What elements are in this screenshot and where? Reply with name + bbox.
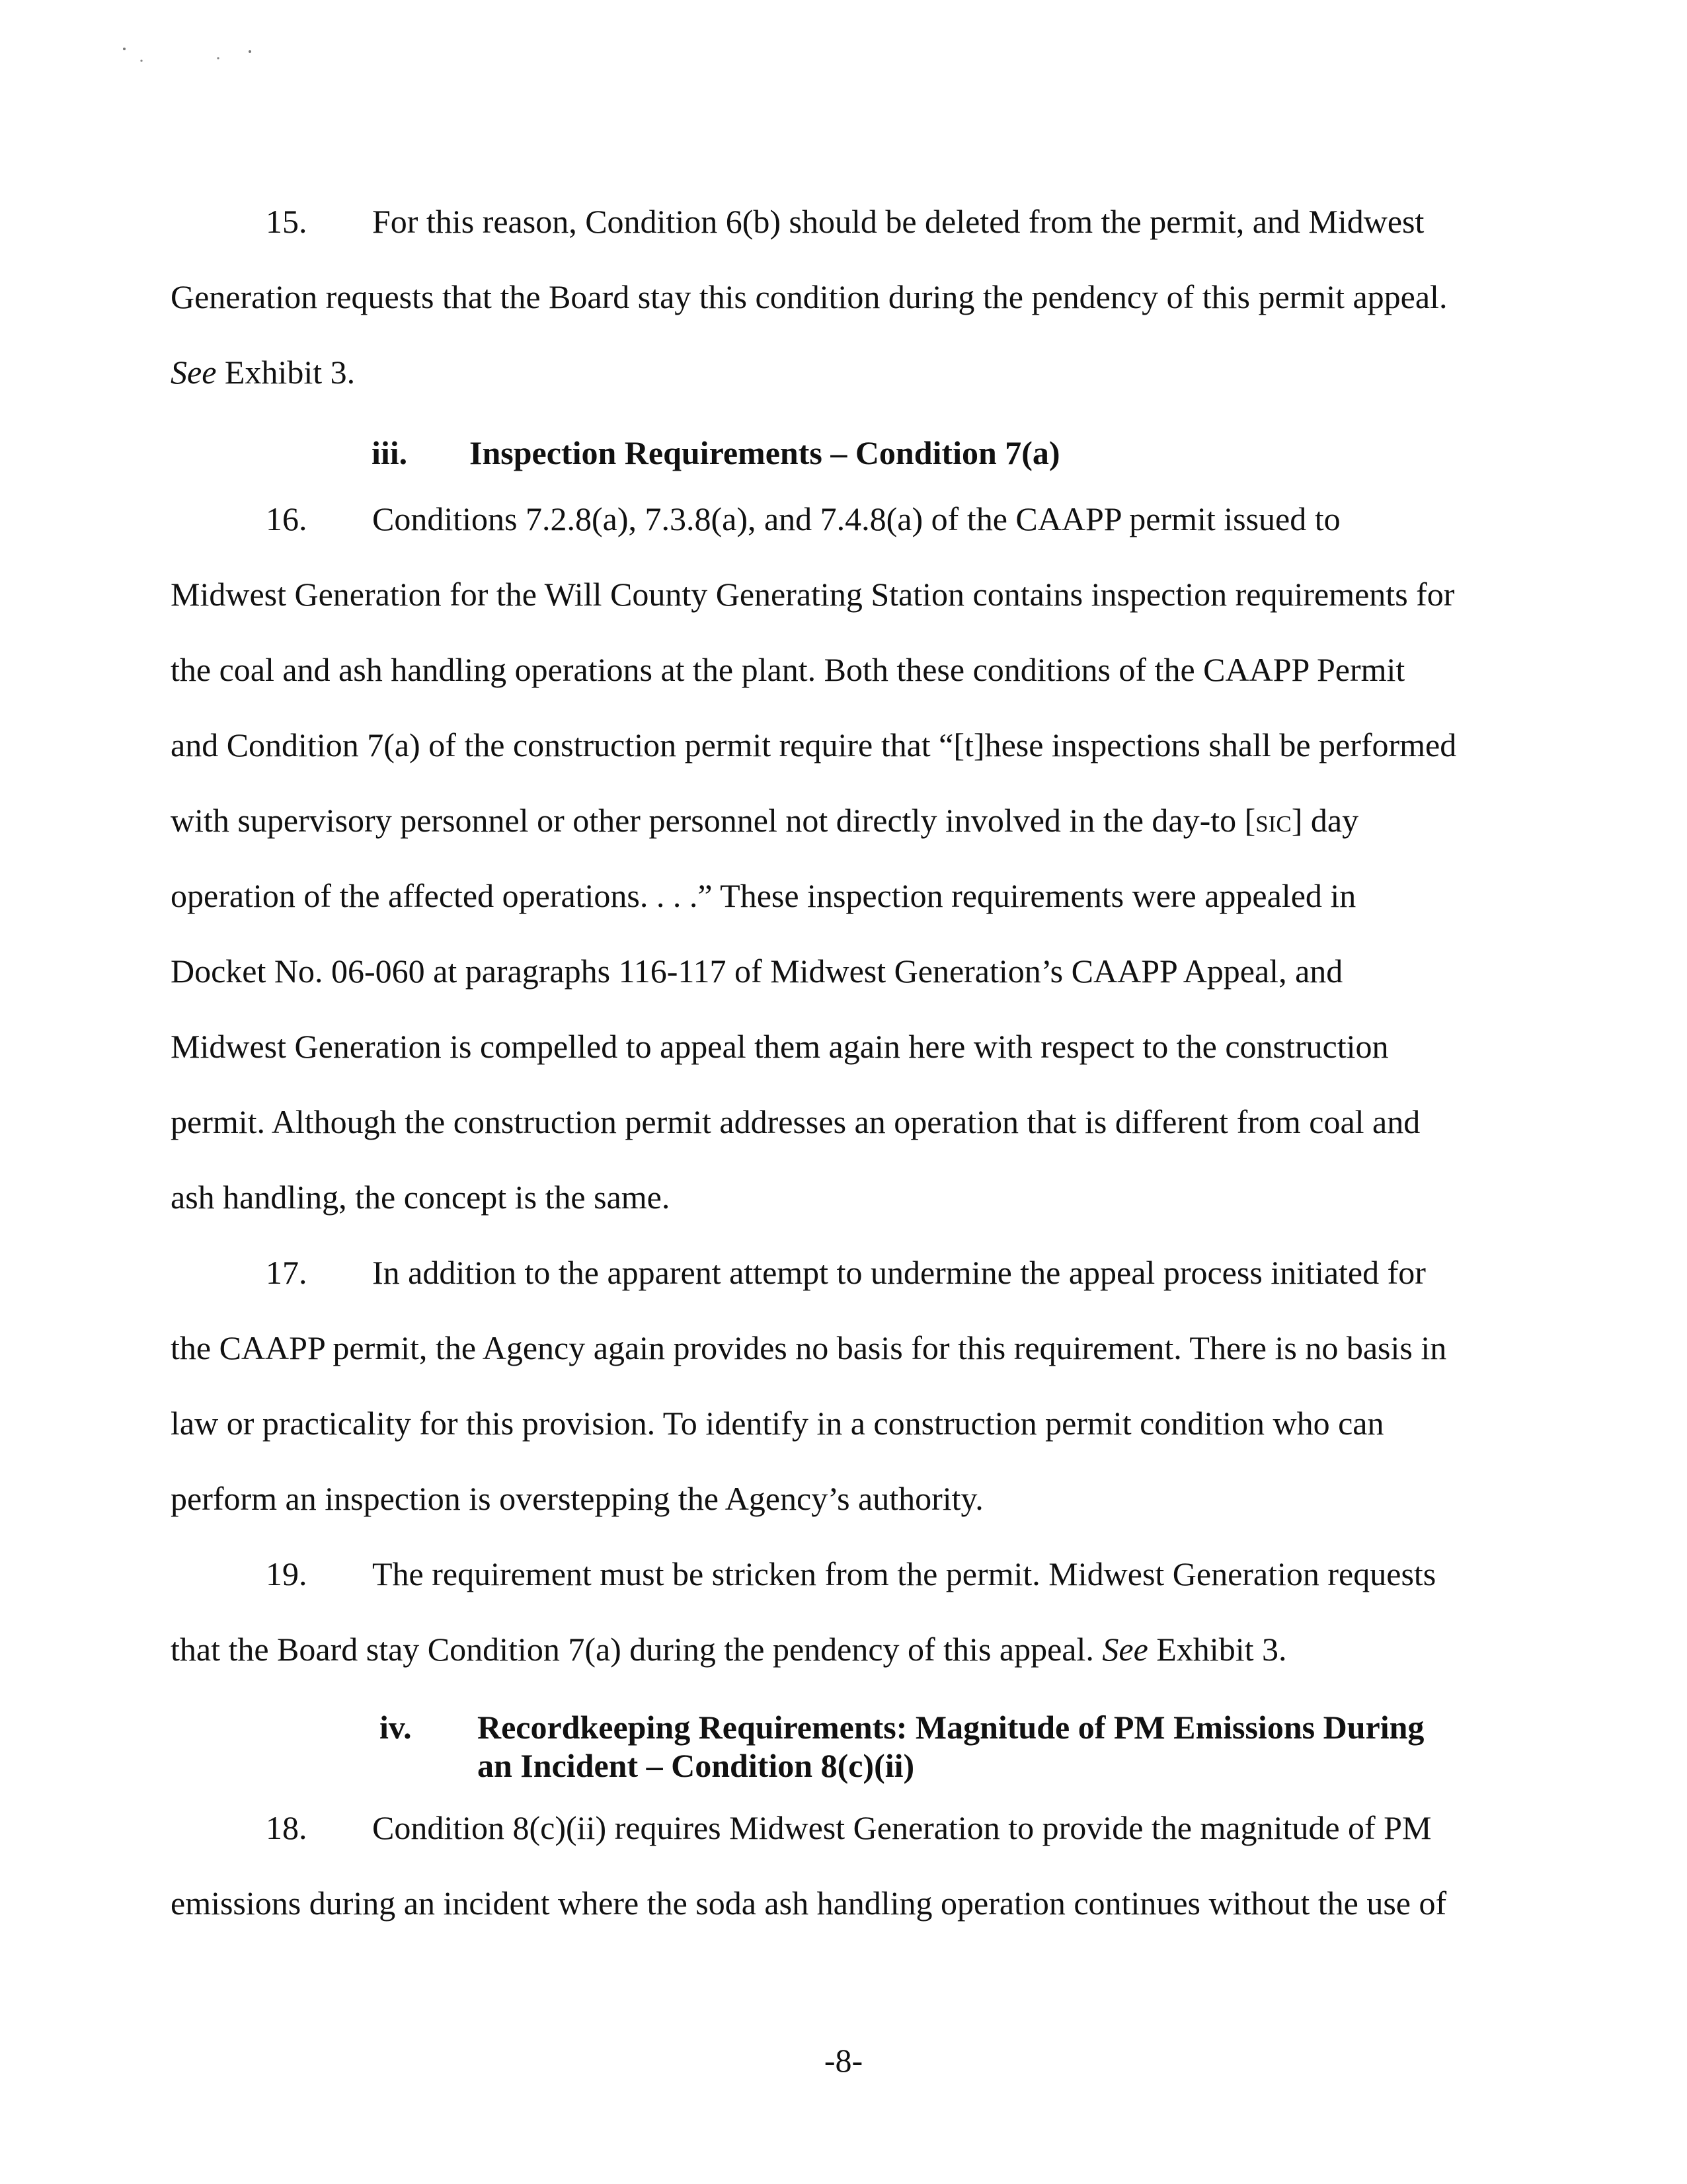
paragraph-15-line-3: See Exhibit 3. <box>171 354 356 391</box>
paragraph-17-line-2: the CAAPP permit, the Agency again provides no basis for this requirement. There is no basis in <box>171 1329 1447 1366</box>
paragraph-17-line-3: law or practicality for this provision. To identify in a construction permit condition who can <box>171 1405 1384 1442</box>
paragraph-19-line-1: 19. The requirement must be stricken from the permit. Midwest Generation requests <box>171 1555 1479 1593</box>
paragraph-15-number: 15. <box>266 203 307 240</box>
paragraph-18-line-1: 18. Condition 8(c)(ii) requires Midwest Generation to provide the magnitude of PM <box>171 1809 1479 1847</box>
paragraph-16-line-5: with supervisory personnel or other personnel not directly involved in the day-to [sic] day <box>171 802 1359 839</box>
paragraph-19-number: 19. <box>266 1555 307 1592</box>
paragraph-16-number: 16. <box>266 500 307 537</box>
page-number: -8- <box>824 2042 863 2079</box>
heading-iv-line-1: Recordkeeping Requirements: Magnitude of PM Emissions During <box>477 1709 1425 1746</box>
paragraph-18-number: 18. <box>266 1809 307 1846</box>
paragraph-17-line-4: perform an inspection is overstepping the Agency’s authority. <box>171 1480 984 1517</box>
paragraph-16-line-1: 16. Conditions 7.2.8(a), 7.3.8(a), and 7.4.8(a) of the CAAPP permit issued to <box>171 500 1479 538</box>
paragraph-18-line-2: emissions during an incident where the soda ash handling operation continues without the use of <box>171 1885 1447 1922</box>
sic-notation: sic <box>1255 802 1292 839</box>
scan-specks <box>119 46 264 73</box>
paragraph-16-line-4: and Condition 7(a) of the construction permit require that “[t]hese inspections shall be performed <box>171 726 1457 763</box>
paragraph-19-line-2: that the Board stay Condition 7(a) during the pendency of this appeal. See Exhibit 3. <box>171 1631 1287 1668</box>
paragraph-16-line-9: permit. Although the construction permit addresses an operation that is different from coal and <box>171 1103 1421 1140</box>
paragraph-16-line-2: Midwest Generation for the Will County Generating Station contains inspection requirements for <box>171 576 1455 613</box>
heading-iii-text: Inspection Requirements – Condition 7(a) <box>469 434 1060 471</box>
heading-iv-line-2: an Incident – Condition 8(c)(ii) <box>477 1747 915 1784</box>
paragraph-15-line-2: Generation requests that the Board stay this condition during the pendency of this permit appeal. <box>171 278 1448 315</box>
paragraph-16-line-8: Midwest Generation is compelled to appeal them again here with respect to the construction <box>171 1028 1389 1065</box>
see-signal: See <box>171 354 217 391</box>
paragraph-16-line-3: the coal and ash handling operations at the plant. Both these conditions of the CAAPP Permit <box>171 651 1405 688</box>
paragraph-17-line-1: 17. In addition to the apparent attempt to undermine the appeal process initiated for <box>171 1253 1479 1292</box>
paragraph-17-number: 17. <box>266 1254 307 1291</box>
heading-iii-number: iii. <box>372 434 408 471</box>
see-signal: See <box>1102 1631 1148 1668</box>
heading-iv-number: iv. <box>379 1709 412 1746</box>
heading-iv <box>379 1708 1503 1787</box>
paragraph-16-line-6: operation of the affected operations. . . .” These inspection requirements were appealed in <box>171 877 1356 914</box>
paragraph-15-line-1: 15. For this reason, Condition 6(b) should be deleted from the permit, and Midwest <box>171 202 1479 241</box>
paragraph-16-line-10: ash handling, the concept is the same. <box>171 1179 670 1216</box>
paragraph-16-line-7: Docket No. 06-060 at paragraphs 116-117 of Midwest Generation’s CAAPP Appeal, and <box>171 953 1343 990</box>
